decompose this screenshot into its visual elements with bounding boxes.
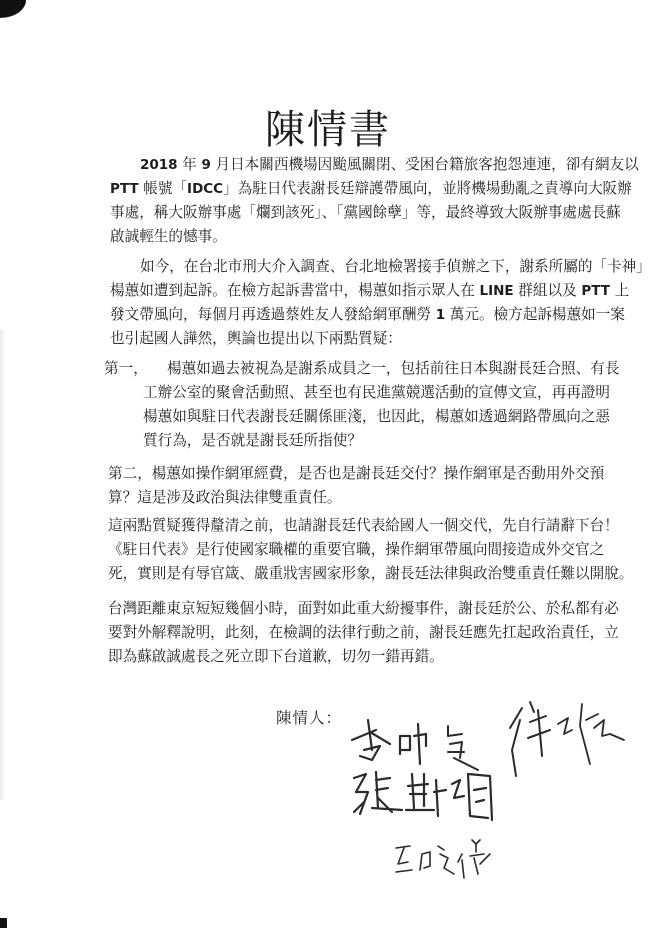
text-line — [110, 201, 621, 225]
scan-corner-shadow-bottom-left — [0, 918, 7, 928]
latin-text-run: PTT — [110, 181, 139, 197]
point-1-label: 第一， — [104, 360, 148, 377]
text-line — [110, 225, 560, 249]
text-run: 啟誠輕生的憾事。 — [110, 228, 227, 245]
text-line: 質行為，是否就是謝長廷所指使？ — [143, 432, 362, 449]
signature-4 — [394, 834, 494, 880]
point-2-body — [108, 462, 605, 510]
text-line — [110, 153, 639, 177]
text-line: 死，實則是有辱官箴、嚴重戕害國家形象，謝長廷法律與政治雙重責任難以開脫。 — [108, 565, 634, 582]
petitioner-label: 陳情人： — [276, 709, 343, 727]
paragraph-intro — [110, 153, 639, 249]
text-line — [110, 255, 651, 279]
scan-corner-shadow-top-left — [0, 0, 26, 18]
text-line: 這兩點質疑獲得釐清之前，也請謝長廷代表給國人一個交代，先自行請辭下台！ — [108, 517, 619, 534]
latin-text-run: 2018 — [140, 157, 178, 173]
latin-text-run: 9 — [201, 157, 211, 173]
scan-edge-shadow — [0, 330, 6, 800]
point-1-body — [143, 357, 620, 453]
text-run: 如今，在台北市刑大介入調查、台北地檢署接手偵辦之下，謝系所屬的「卡神」 — [140, 258, 651, 275]
text-run: 也引起國人譁然，輿論也提出以下兩點質疑： — [110, 330, 402, 347]
text-line: 第二，楊蕙如操作網軍經費，是否也是謝長廷交付？操作網軍是否動用外交預 — [108, 465, 605, 482]
text-run: 月日本關西機場因颱風關閉、受困台籍旅客抱怨連連，卻有網友以 — [210, 156, 639, 173]
signature-3 — [350, 768, 500, 828]
text-line — [110, 327, 560, 351]
text-line — [110, 279, 630, 303]
handwritten-signature-icon — [394, 834, 494, 880]
text-line: 楊蕙如過去被視為是謝系成員之一，包括前往日本與謝長廷合照、有長 — [167, 360, 620, 377]
handwritten-signature-icon — [350, 716, 490, 776]
text-line: 台灣距離東京短短幾個小時，面對如此重大紛擾事件，謝長廷於公、於私都有必 — [108, 600, 619, 617]
text-run: 」為駐日代表謝長廷辯護帶風向，並將機場動亂之責導向大阪辦 — [223, 180, 632, 197]
text-run: 帳號「 — [138, 180, 188, 197]
text-line: 《駐日代表》是行使國家職權的重要官職，操作網軍帶風向間接造成外交官之 — [108, 541, 605, 558]
latin-text-run: LINE — [479, 283, 514, 299]
text-run: 萬元。檢方起訴楊蕙如一案 — [445, 306, 625, 323]
text-line — [110, 177, 632, 201]
text-line: 工辦公室的聚會活動照、甚至也有民進黨競選活動的宣傳文宣，再再證明 — [143, 384, 611, 401]
text-line: 即為蘇啟誠處長之死立即下台道歉，切勿一錯再錯。 — [108, 648, 444, 665]
text-line — [110, 303, 625, 327]
handwritten-signature-icon — [506, 700, 626, 780]
paragraph-demand-apology — [108, 597, 619, 669]
signature-2 — [506, 700, 626, 780]
handwritten-signature-icon — [350, 768, 500, 828]
text-run: 群組以及 — [513, 282, 582, 299]
text-line: 算？這是涉及政治與法律雙重責任。 — [108, 489, 342, 506]
text-run: 發文帶風向，每個月再透過蔡姓友人發給網軍酬勞 — [110, 306, 436, 323]
text-run: 上 — [609, 282, 630, 299]
text-run: 楊蕙如遭到起訴。在檢方起訴書當中，楊蕙如指示眾人在 — [110, 282, 480, 299]
latin-text-run: 1 — [435, 307, 446, 323]
paragraph-indictment — [110, 255, 651, 351]
latin-text-run: IDCC — [187, 181, 224, 197]
paragraph-demand-resign — [108, 514, 634, 586]
document-title: 陳情書 — [265, 107, 391, 153]
text-run: 事處，稱大阪辦事處「爛到該死」、「黨國餘孽」等，最終導致大阪辦事處處長蘇 — [110, 204, 621, 221]
signature-1 — [350, 716, 490, 776]
latin-text-run: PTT — [581, 283, 610, 299]
text-run: 年 — [177, 156, 202, 173]
text-line: 楊蕙如與駐日代表謝長廷關係匪淺，也因此，楊蕙如透過網路帶風向之惡 — [143, 408, 611, 425]
text-line: 要對外解釋說明，此刻，在檢調的法律行動之前，謝長廷應先扛起政治責任，立 — [108, 624, 619, 641]
